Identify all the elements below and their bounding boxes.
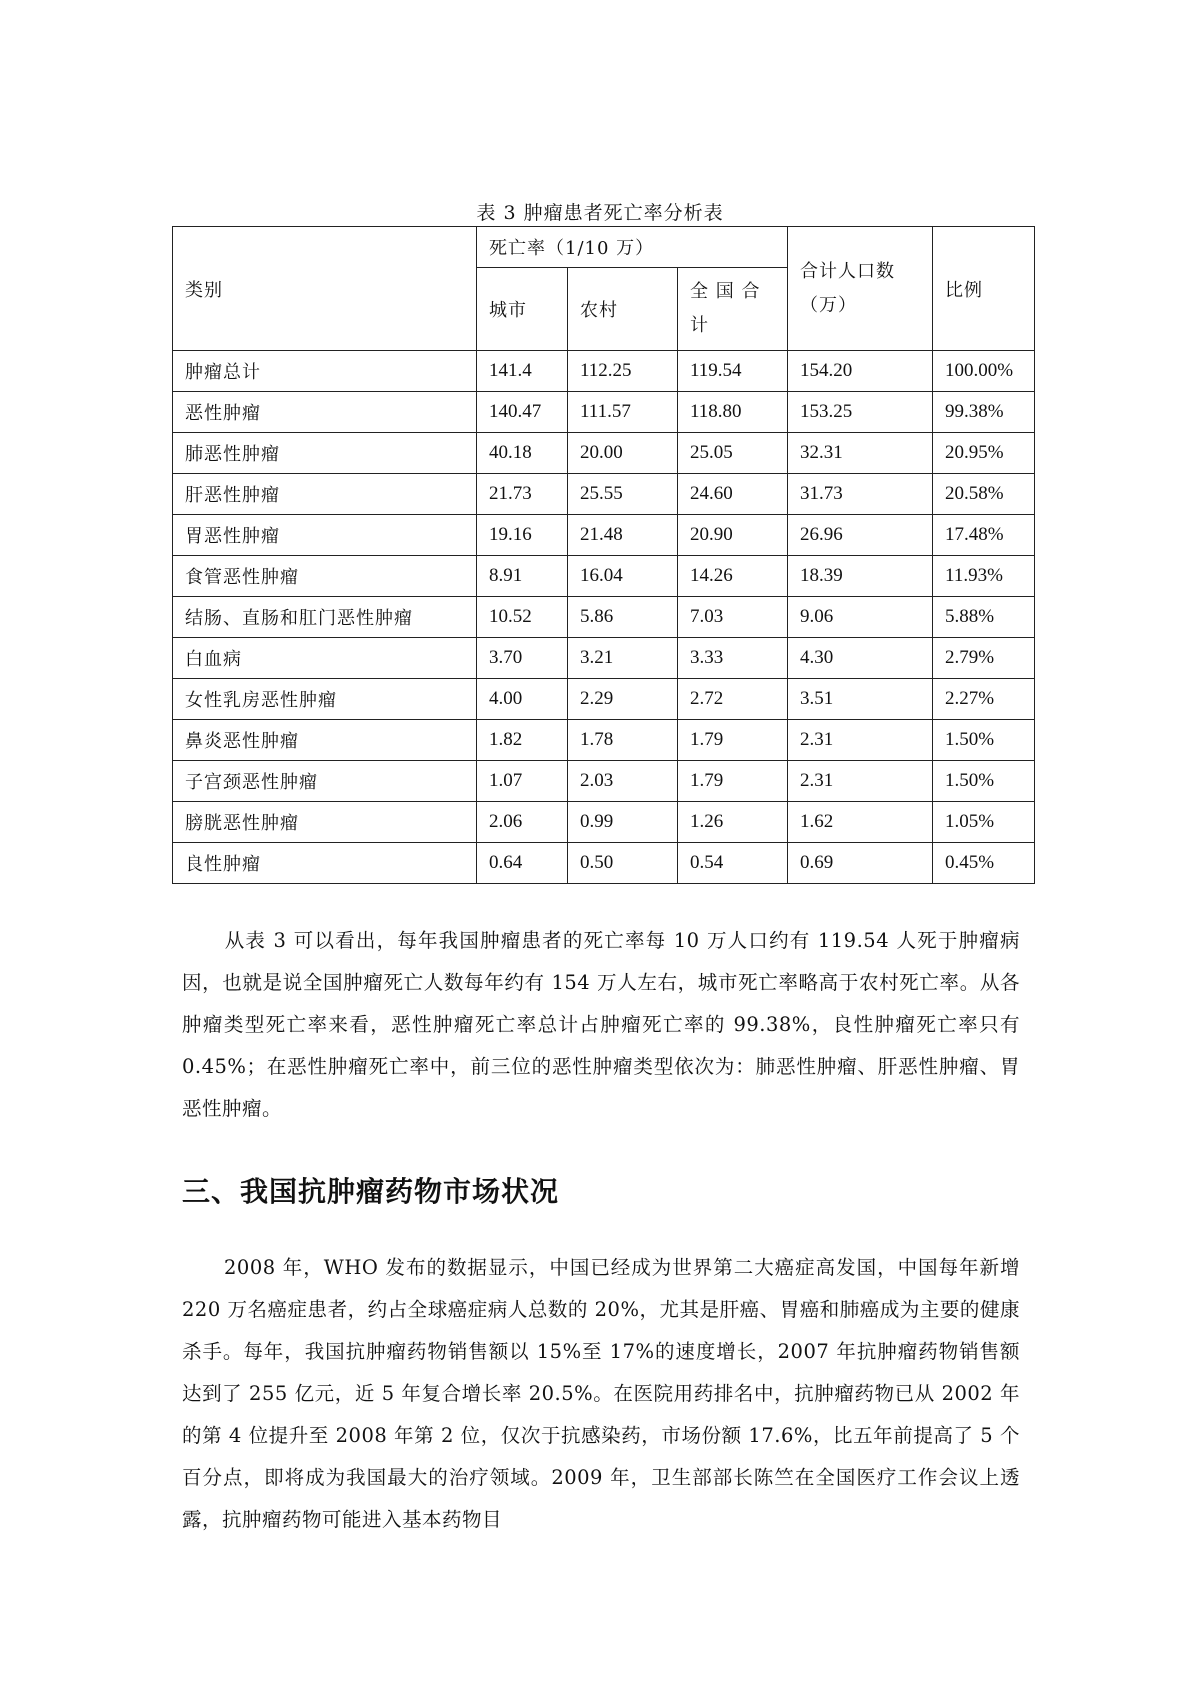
cell-national: 0.54 — [678, 843, 788, 884]
cell-national: 1.26 — [678, 802, 788, 843]
header-rate-group: 死亡率（1/10 万） — [477, 227, 788, 268]
table-row — [173, 843, 1035, 884]
analysis-paragraph — [182, 920, 1020, 1130]
cell-city: 21.73 — [477, 474, 568, 515]
section-heading: 三、我国抗肿瘤药物市场状况 — [182, 1175, 560, 1208]
header-ratio: 比例 — [933, 227, 1035, 351]
cell-population: 26.96 — [788, 515, 933, 556]
cell-rural: 25.55 — [568, 474, 678, 515]
cell-rural: 3.21 — [568, 638, 678, 679]
cell-city: 10.52 — [477, 597, 568, 638]
cell-city: 1.07 — [477, 761, 568, 802]
cell-ratio: 1.05% — [933, 802, 1035, 843]
cell-population: 32.31 — [788, 433, 933, 474]
cell-rural: 0.50 — [568, 843, 678, 884]
cell-ratio: 1.50% — [933, 720, 1035, 761]
row-category: 恶性肿瘤 — [173, 392, 477, 433]
cell-ratio: 5.88% — [933, 597, 1035, 638]
table-row — [173, 802, 1035, 843]
cell-population: 2.31 — [788, 720, 933, 761]
cell-national: 24.60 — [678, 474, 788, 515]
header-population: 合计人口数（万） — [788, 227, 933, 351]
table-row — [173, 392, 1035, 433]
cell-population: 0.69 — [788, 843, 933, 884]
cell-ratio: 2.79% — [933, 638, 1035, 679]
cell-rural: 21.48 — [568, 515, 678, 556]
table-row — [173, 474, 1035, 515]
cell-population: 1.62 — [788, 802, 933, 843]
cell-rural: 2.03 — [568, 761, 678, 802]
market-paragraph-text: 2008 年，WHO 发布的数据显示，中国已经成为世界第二大癌症高发国，中国每年新增 220 万名癌症患者，约占全球癌症病人总数的 20%，尤其是肝癌、胃癌和肺癌成为主要的健康杀手。每年，我国抗肿瘤药物销售额以 15%至 17%的速度增长，2007 年抗肿瘤药物销售额达到了 255 亿元，近 5 年复合增长率 20.5%。在医院用药排名中，抗肿瘤药物已从 2002 年的第 4 位提升至 2008 年第 2 位，仅次于抗感染药，市场份额 17.6%，比五年前提高了 5 个百分点，即将成为我国最大的治疗领域。2009 年，卫生部部长陈竺在全国医疗工作会议上透露，抗肿瘤药物可能进入基本药物目 — [182, 1256, 1020, 1531]
row-category: 肝恶性肿瘤 — [173, 474, 477, 515]
row-category: 子宫颈恶性肿瘤 — [173, 761, 477, 802]
cell-ratio: 0.45% — [933, 843, 1035, 884]
cell-national: 25.05 — [678, 433, 788, 474]
cell-population: 3.51 — [788, 679, 933, 720]
cell-city: 140.47 — [477, 392, 568, 433]
header-category: 类别 — [173, 227, 477, 351]
header-national: 全 国 合 计 — [678, 268, 788, 351]
table-row — [173, 556, 1035, 597]
table-row — [173, 638, 1035, 679]
cell-national: 14.26 — [678, 556, 788, 597]
cell-national: 1.79 — [678, 720, 788, 761]
cell-population: 153.25 — [788, 392, 933, 433]
cell-rural: 2.29 — [568, 679, 678, 720]
table-row — [173, 515, 1035, 556]
cell-population: 9.06 — [788, 597, 933, 638]
table-row — [173, 433, 1035, 474]
row-category: 结肠、直肠和肛门恶性肿瘤 — [173, 597, 477, 638]
table-row — [173, 720, 1035, 761]
cell-city: 8.91 — [477, 556, 568, 597]
cell-national: 1.79 — [678, 761, 788, 802]
row-category: 女性乳房恶性肿瘤 — [173, 679, 477, 720]
cell-ratio: 17.48% — [933, 515, 1035, 556]
cell-national: 118.80 — [678, 392, 788, 433]
cell-ratio: 11.93% — [933, 556, 1035, 597]
cell-city: 1.82 — [477, 720, 568, 761]
cell-population: 31.73 — [788, 474, 933, 515]
cell-ratio: 99.38% — [933, 392, 1035, 433]
cell-population: 18.39 — [788, 556, 933, 597]
table-row — [173, 679, 1035, 720]
table-row — [173, 597, 1035, 638]
analysis-paragraph-text: 从表 3 可以看出，每年我国肿瘤患者的死亡率每 10 万人口约有 119.54 人死于肿瘤病因，也就是说全国肿瘤死亡人数每年约有 154 万人左右，城市死亡率略高于农村死亡率。从各肿瘤类型死亡率来看，恶性肿瘤死亡率总计占肿瘤死亡率的 99.38%，良性肿瘤死亡率只有 0.45%；在恶性肿瘤死亡率中，前三位的恶性肿瘤类型依次为：肺恶性肿瘤、肝恶性肿瘤、胃恶性肿瘤。 — [182, 929, 1020, 1120]
mortality-table — [172, 226, 1035, 884]
row-category: 白血病 — [173, 638, 477, 679]
cell-population: 154.20 — [788, 351, 933, 392]
cell-city: 0.64 — [477, 843, 568, 884]
row-category: 膀胱恶性肿瘤 — [173, 802, 477, 843]
cell-ratio: 2.27% — [933, 679, 1035, 720]
cell-rural: 112.25 — [568, 351, 678, 392]
cell-ratio: 1.50% — [933, 761, 1035, 802]
cell-population: 2.31 — [788, 761, 933, 802]
row-category: 肿瘤总计 — [173, 351, 477, 392]
row-category: 鼻炎恶性肿瘤 — [173, 720, 477, 761]
table-row — [173, 761, 1035, 802]
cell-city: 2.06 — [477, 802, 568, 843]
cell-rural: 111.57 — [568, 392, 678, 433]
cell-ratio: 100.00% — [933, 351, 1035, 392]
cell-national: 3.33 — [678, 638, 788, 679]
cell-city: 3.70 — [477, 638, 568, 679]
table-row — [173, 351, 1035, 392]
cell-rural: 1.78 — [568, 720, 678, 761]
cell-rural: 5.86 — [568, 597, 678, 638]
header-city: 城市 — [477, 268, 568, 351]
cell-national: 20.90 — [678, 515, 788, 556]
cell-national: 119.54 — [678, 351, 788, 392]
table-body — [173, 351, 1035, 884]
cell-rural: 16.04 — [568, 556, 678, 597]
row-category: 食管恶性肿瘤 — [173, 556, 477, 597]
row-category: 肺恶性肿瘤 — [173, 433, 477, 474]
cell-population: 4.30 — [788, 638, 933, 679]
cell-city: 4.00 — [477, 679, 568, 720]
row-category: 良性肿瘤 — [173, 843, 477, 884]
cell-ratio: 20.58% — [933, 474, 1035, 515]
cell-national: 2.72 — [678, 679, 788, 720]
cell-rural: 20.00 — [568, 433, 678, 474]
row-category: 胃恶性肿瘤 — [173, 515, 477, 556]
cell-city: 40.18 — [477, 433, 568, 474]
header-rural: 农村 — [568, 268, 678, 351]
cell-city: 19.16 — [477, 515, 568, 556]
cell-city: 141.4 — [477, 351, 568, 392]
cell-ratio: 20.95% — [933, 433, 1035, 474]
cell-rural: 0.99 — [568, 802, 678, 843]
cell-national: 7.03 — [678, 597, 788, 638]
market-paragraph — [182, 1247, 1020, 1541]
table-caption: 表 3 肿瘤患者死亡率分析表 — [476, 202, 724, 224]
